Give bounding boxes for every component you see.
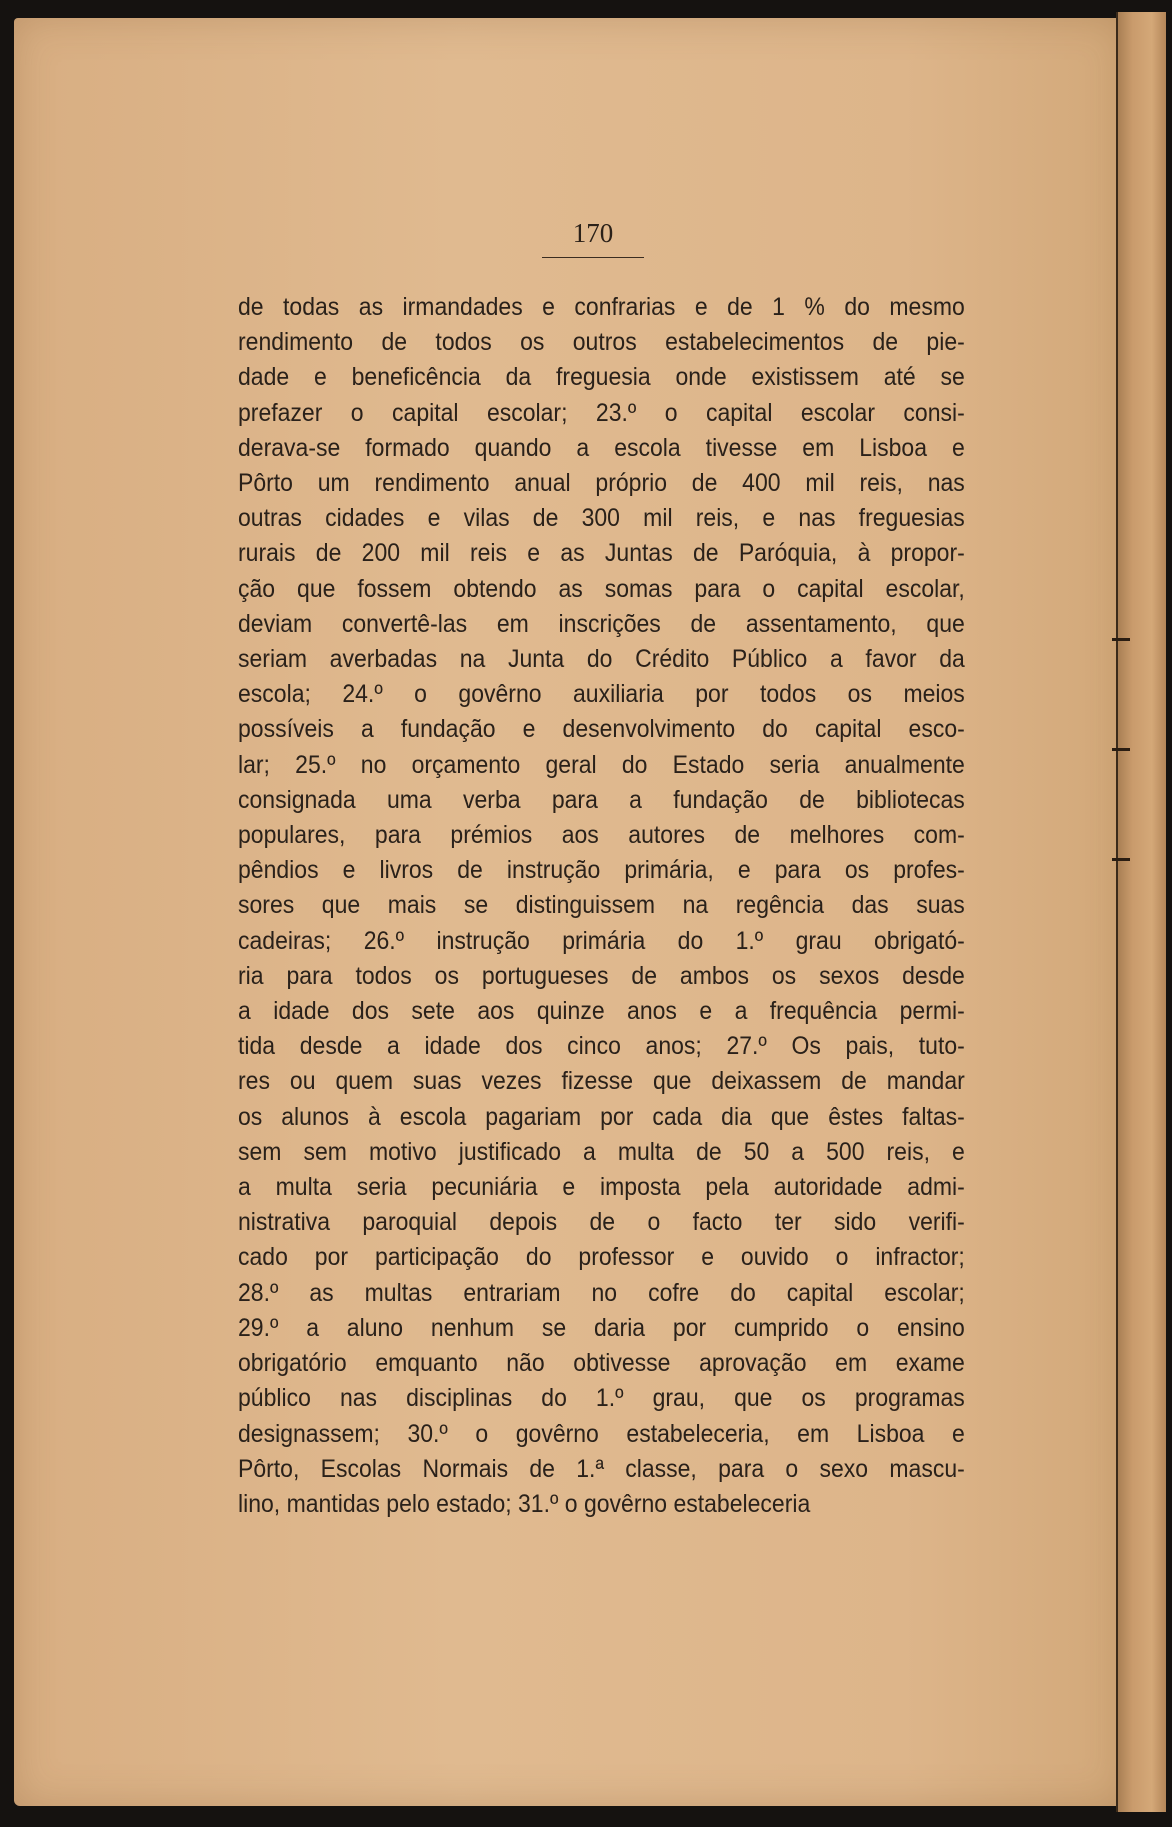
- text-line: de todas as irmandades e confrarias e de 1 % do mesmo: [238, 293, 965, 321]
- text-line: prefazer o capital escolar; 23.º o capital escolar consi-: [238, 398, 965, 427]
- text-line: cado por participação do professor e ouvido o infractor;: [238, 1243, 965, 1272]
- text-line: possíveis a fundação e desenvolvimento do capital esco-: [238, 715, 965, 744]
- text-line: a idade dos sete aos quinze anos e a frequência permi-: [238, 997, 965, 1026]
- text-line: populares, para prémios aos autores de melhores com-: [238, 821, 965, 850]
- text-line: rurais de 200 mil reis e as Juntas de Paróquia, à propor-: [238, 539, 965, 568]
- text-line: obrigatório emquanto não obtivesse aprovação em exame: [238, 1349, 965, 1378]
- text-line: deviam convertê-las em inscrições de assentamento, que: [238, 609, 965, 638]
- text-line: público nas disciplinas do 1.º grau, que os programas: [238, 1384, 965, 1413]
- text-line: escola; 24.º o govêrno auxiliaria por todos os meios: [238, 680, 965, 709]
- text-line: lar; 25.º no orçamento geral do Estado seria anualmente: [238, 750, 965, 779]
- text-line: lino, mantidas pelo estado; 31.º o govêrno estabeleceria: [238, 1489, 811, 1518]
- page-number: 170: [542, 218, 644, 258]
- text-line: designassem; 30.º o govêrno estabeleceria, em Lisboa e: [238, 1419, 965, 1448]
- text-line: outras cidades e vilas de 300 mil reis, e nas freguesias: [238, 504, 965, 533]
- text-line: res ou quem suas vezes fizesse que deixassem de mandar: [238, 1067, 965, 1096]
- next-page-edge: [1116, 12, 1166, 1812]
- page-edge-mark: [1112, 748, 1130, 751]
- text-line: os alunos à escola pagariam por cada dia que êstes faltas-: [238, 1102, 965, 1131]
- text-line: consignada uma verba para a fundação de bibliotecas: [238, 785, 965, 814]
- text-line: dade e beneficência da freguesia onde existissem até se: [238, 363, 965, 392]
- text-line: a multa seria pecuniária e imposta pela autoridade admi-: [238, 1173, 965, 1202]
- text-line: nistrativa paroquial depois de o facto ter sido verifi-: [238, 1208, 965, 1237]
- text-line: rendimento de todos os outros estabelecimentos de pie-: [238, 328, 965, 357]
- text-line: tida desde a idade dos cinco anos; 27.º Os pais, tuto-: [238, 1032, 965, 1061]
- page-edge-mark: [1112, 858, 1130, 861]
- text-line: Pôrto, Escolas Normais de 1.ª classe, para o sexo mascu-: [238, 1454, 965, 1483]
- text-line: sores que mais se distinguissem na regência das suas: [238, 891, 965, 920]
- page-edge-mark: [1112, 638, 1130, 641]
- text-line: ção que fossem obtendo as somas para o capital escolar,: [238, 574, 965, 603]
- text-line: Pôrto um rendimento anual próprio de 400 mil reis, nas: [238, 469, 965, 498]
- body-paragraph: [238, 290, 965, 1522]
- text-line: cadeiras; 26.º instrução primária do 1.º grau obrigató-: [238, 926, 965, 955]
- text-line: sem sem motivo justificado a multa de 50 a 500 reis, e: [238, 1137, 965, 1166]
- text-line: derava-se formado quando a escola tivesse em Lisboa e: [238, 433, 965, 462]
- text-line: seriam averbadas na Junta do Crédito Público a favor da: [238, 645, 965, 674]
- text-line: 29.º a aluno nenhum se daria por cumprido o ensino: [238, 1313, 965, 1342]
- text-line: 28.º as multas entrariam no cofre do capital escolar;: [238, 1278, 965, 1307]
- text-line: pêndios e livros de instrução primária, e para os profes-: [238, 856, 965, 885]
- text-line: ria para todos os portugueses de ambos os sexos desde: [238, 961, 965, 990]
